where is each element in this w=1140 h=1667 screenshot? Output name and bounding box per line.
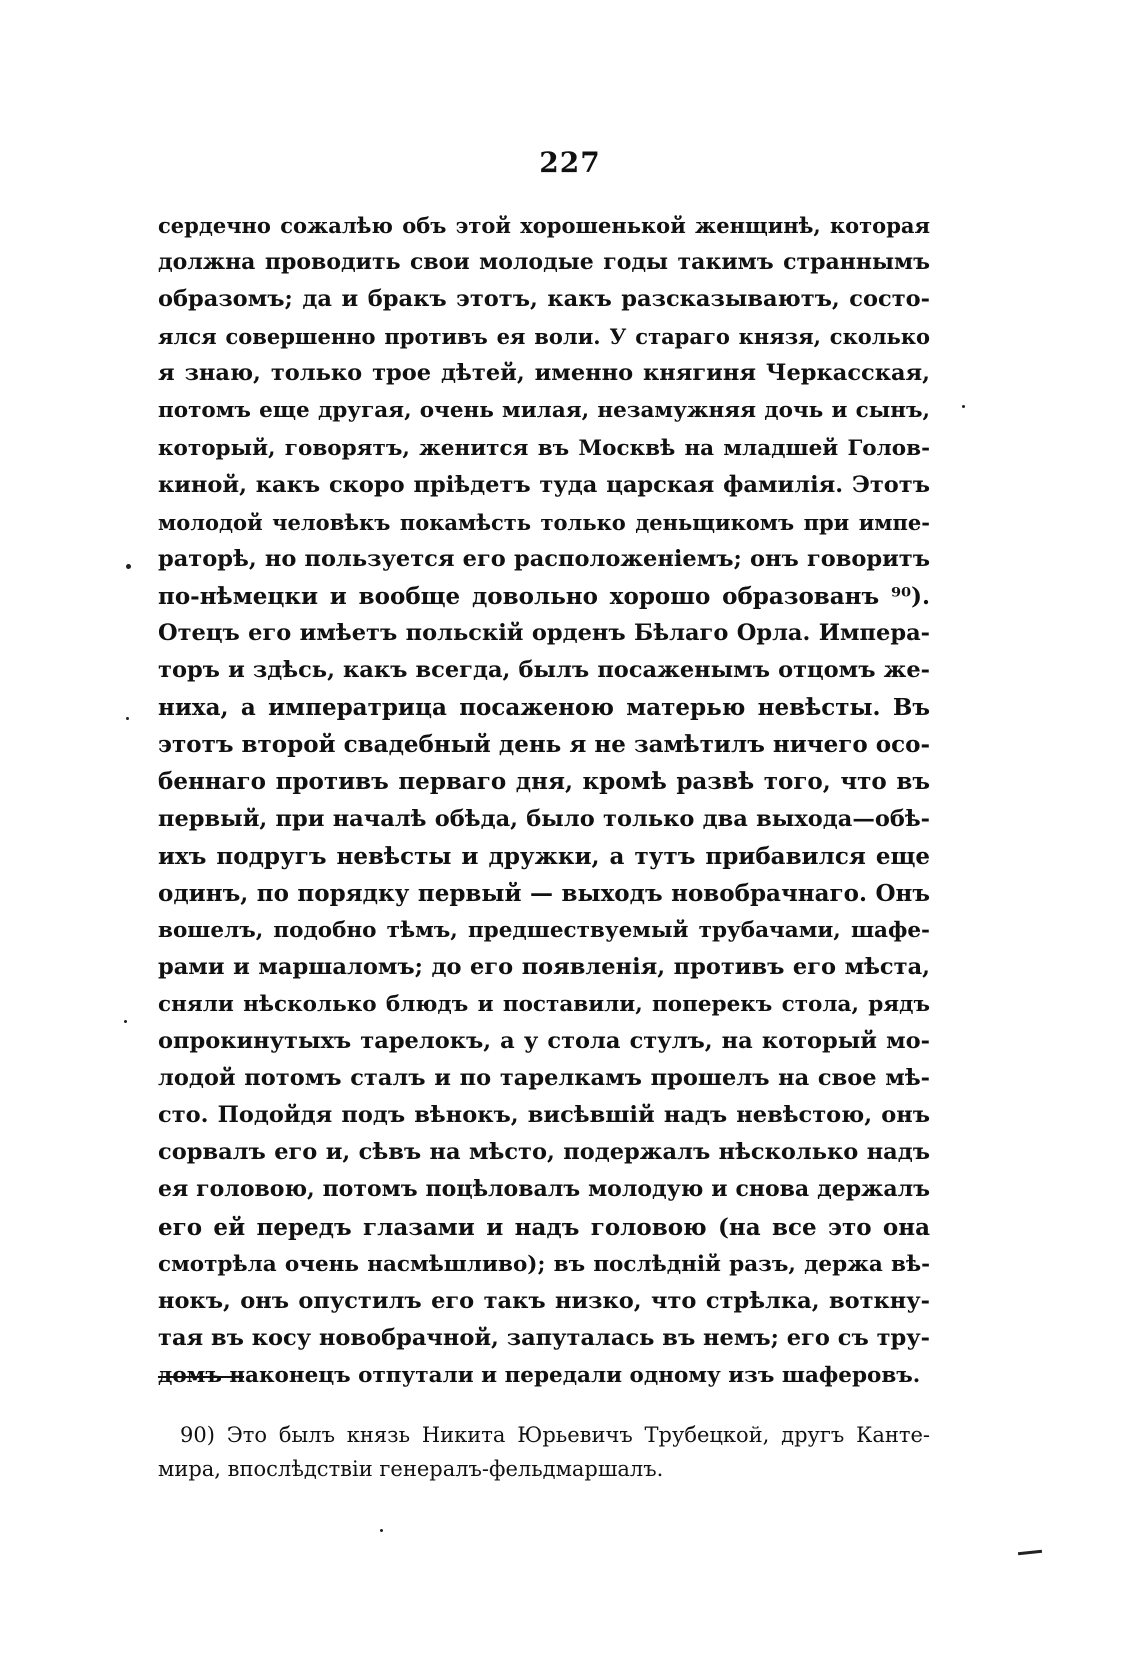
text-line: который, говорятъ, женится въ Москвѣ на младшей Голов- xyxy=(158,435,930,461)
text-line: сняли нѣсколько блюдъ и поставили, поперекъ стола, рядъ xyxy=(158,991,930,1017)
text-line: ниха, а императрица посаженою матерью невѣсты. Въ xyxy=(158,694,930,722)
scan-mark xyxy=(1018,1550,1042,1555)
text-line: я знаю, только трое дѣтей, именно княгиня Черкасская, xyxy=(158,360,930,387)
text-line: должна проводить свои молодые годы такимъ страннымъ xyxy=(158,249,930,276)
page-number: 227 xyxy=(539,146,601,179)
text-line: вошелъ, подобно тѣмъ, предшествуемый трубачами, шафе- xyxy=(158,917,930,943)
text-line: киной, какъ скоро прiѣдетъ туда царская фамилiя. Этотъ xyxy=(158,471,930,498)
text-line: тая въ косу новобрачной, запуталась въ немъ; его съ тру- xyxy=(158,1324,930,1351)
text-line: Отецъ его имѣетъ польскiй орденъ Бѣлаго Орла. Импера- xyxy=(158,620,930,647)
scan-speck xyxy=(124,1020,127,1023)
text-line: сорвалъ его и, сѣвъ на мѣсто, подержалъ нѣсколько надъ xyxy=(158,1139,930,1166)
text-line: потомъ еще другая, очень милая, незамужняя дочь и сынъ, xyxy=(158,398,930,424)
text-line: первый, при началѣ обѣда, было только два выхода—обѣ- xyxy=(158,805,930,832)
text-line: образомъ; да и бракъ этотъ, какъ разсказываютъ, состо- xyxy=(158,286,930,313)
footnote-line: мира, впослѣдствiи генералъ-фельдмаршалъ. xyxy=(158,1457,664,1481)
body-text xyxy=(158,207,930,1394)
footnote xyxy=(158,1418,930,1486)
scan-speck xyxy=(962,405,965,408)
text-line: смотрѣла очень насмѣшливо); въ послѣднiй разъ, держа вѣ- xyxy=(158,1251,930,1277)
text-line: опрокинутыхъ тарелокъ, а у стола стулъ, на который мо- xyxy=(158,1028,930,1055)
text-line: торъ и здѣсь, какъ всегда, былъ посаженымъ отцомъ же- xyxy=(158,657,930,684)
text-line: сердечно сожалѣю объ этой хорошенькой женщинѣ, которая xyxy=(158,213,930,238)
text-line: лодой потомъ сталъ и по тарелкамъ прошелъ на свое мѣ- xyxy=(158,1065,930,1092)
scan-speck xyxy=(126,717,129,720)
text-line: беннаго противъ перваго дня, кромѣ развѣ того, что въ xyxy=(158,768,930,796)
text-line: нокъ, онъ опустилъ его такъ низко, что стрѣлка, воткну- xyxy=(158,1287,930,1314)
text-line: по-нѣмецки и вообще довольно хорошо образованъ ⁹⁰). xyxy=(158,582,930,610)
text-line: рами и маршаломъ; до его появленiя, противъ его мѣста, xyxy=(158,953,930,980)
text-line: раторѣ, но пользуется его расположенiемъ; онъ говоритъ xyxy=(158,545,930,572)
text-line: сто. Подойдя подъ вѣнокъ, висѣвшiй надъ невѣстою, онъ xyxy=(158,1102,930,1129)
text-line: домъ наконецъ отпутали и передали одному изъ шаферовъ. xyxy=(158,1362,921,1388)
footnote-rule xyxy=(158,1376,244,1378)
text-line: его ей передъ глазами и надъ головою (на все это она xyxy=(158,1213,930,1241)
text-line: ялся совершенно противъ ея воли. У стараго князя, сколько xyxy=(158,324,930,350)
scan-speck xyxy=(380,1529,383,1532)
text-line: молодой человѣкъ покамѣсть только деньщикомъ при импе- xyxy=(158,509,930,535)
text-line: этотъ второй свадебный день я не замѣтилъ ничего осо- xyxy=(158,731,930,759)
text-line: одинъ, по порядку первый — выходъ новобрачнаго. Онъ xyxy=(158,879,930,907)
text-line: ея головою, потомъ поцѣловалъ молодую и снова держалъ xyxy=(158,1176,930,1203)
scan-speck xyxy=(126,564,131,569)
text-line: ихъ подругъ невѣсты и дружки, а тутъ прибавился еще xyxy=(158,842,930,870)
footnote-line: 90) Это былъ князь Никита Юрьевичъ Трубецкой, другъ Канте- xyxy=(180,1423,930,1447)
